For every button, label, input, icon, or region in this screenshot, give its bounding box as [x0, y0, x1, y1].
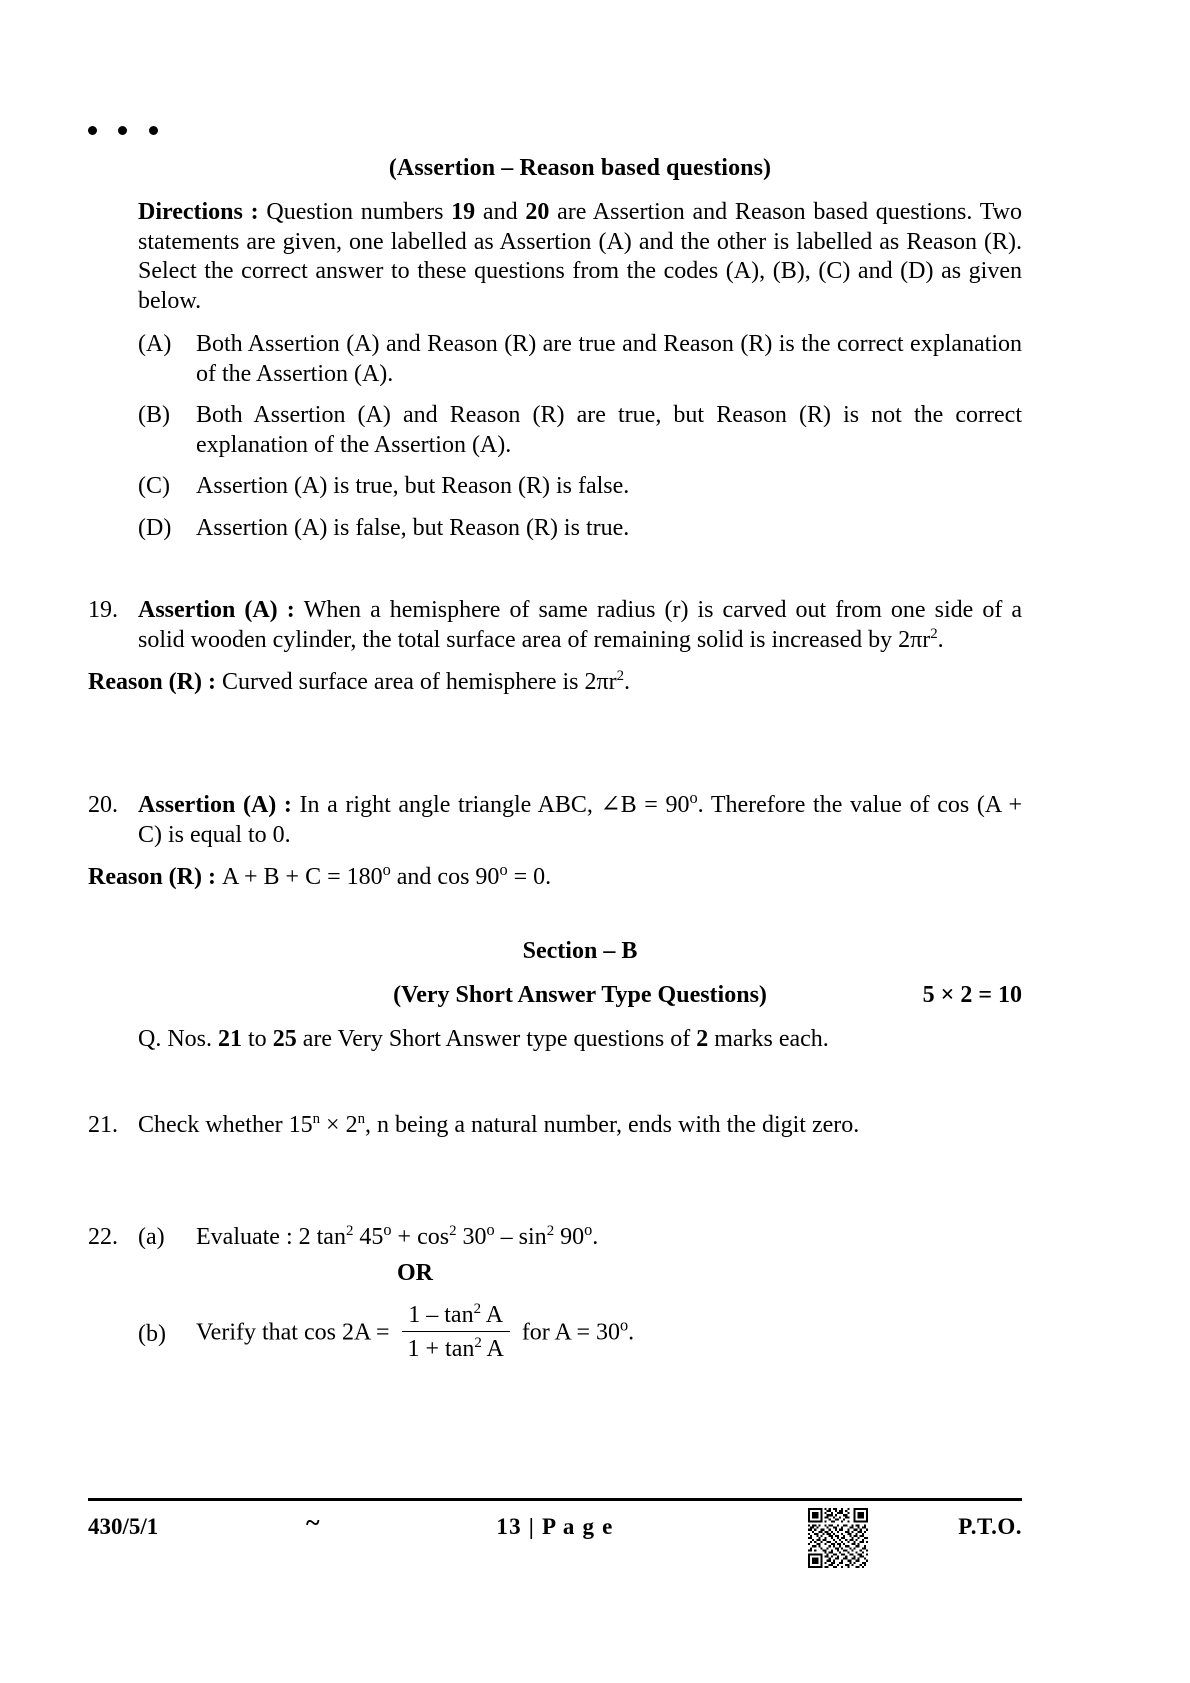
question-19-assertion — [138, 595, 1022, 655]
q22b-part-3: . — [628, 1319, 635, 1346]
bullet-dot-icon — [149, 126, 158, 135]
assertion-text: In a right angle triangle ABC, ∠B = 90 — [299, 792, 690, 818]
q21-part-2: × 2 — [320, 1112, 358, 1138]
q22a-part-6: 90 — [554, 1224, 585, 1250]
q22a-part-7: . — [592, 1224, 599, 1250]
assertion-label: Assertion (A) : — [138, 597, 304, 623]
fraction — [402, 1300, 510, 1364]
degree-symbol: o — [499, 860, 508, 879]
directions-label: Directions : — [138, 199, 267, 225]
numerator-tail: A — [481, 1302, 504, 1328]
list-item — [138, 514, 1022, 544]
option-label: (B) — [138, 402, 170, 428]
sub-question-text — [196, 1302, 1022, 1366]
degree-symbol: o — [486, 1220, 495, 1239]
qr-code-icon — [808, 1508, 868, 1568]
option-label: (D) — [138, 514, 172, 541]
reason-text-continued: and cos 90 — [390, 864, 500, 890]
sub-question-label: (b) — [138, 1321, 166, 1347]
reason-text: A + B + C = 180 — [221, 864, 383, 890]
denominator-text: 1 + tan — [407, 1336, 475, 1362]
directions-paragraph — [138, 198, 1022, 316]
question-number: 20. — [88, 792, 118, 818]
q21-exponent-1: n — [312, 1111, 321, 1127]
directions-text: Question numbers 19 and 20 are Assertion and Reason based questions. Two statements are given, one labelled as Assertion (A) and the other is labelled as Reason (R). Select the correct answer to these questions from the codes (A), (B), (C) and (D) as given below. — [138, 199, 1023, 314]
q22a-part-5: – sin — [494, 1224, 547, 1250]
degree-symbol: o — [382, 860, 391, 879]
question-19-reason — [88, 667, 1022, 697]
degree-symbol: o — [584, 1220, 593, 1239]
reason-label: Reason (R) : — [88, 669, 222, 695]
q21-exponent-2: n — [357, 1111, 366, 1127]
q22a-part-3: + cos — [391, 1224, 450, 1250]
q22a-part-1: Evaluate : 2 tan — [196, 1224, 346, 1250]
assertion-text: When a hemisphere of same radius (r) is carved out from one side of a solid wooden cylinder, the total surface area of remaining solid is increased by 2πr — [138, 597, 1023, 653]
page-footer — [88, 1508, 1022, 1588]
assertion-tail: . — [937, 627, 944, 653]
pto-label: P.T.O. — [958, 1514, 1022, 1539]
option-text: Both Assertion (A) and Reason (R) are true, but Reason (R) is not the correct explanation of the Assertion (A). — [196, 402, 1022, 458]
question-22 — [88, 1222, 1022, 1366]
section-b-title: Section – B — [522, 938, 638, 964]
or-separator: OR — [397, 1260, 433, 1286]
question-number: 21. — [88, 1112, 118, 1138]
answer-codes-list — [138, 330, 1022, 555]
section-b-subtitle-row — [138, 982, 1022, 1009]
sub-question-text — [196, 1222, 1022, 1252]
reason-label: Reason (R) : — [88, 864, 222, 890]
question-21 — [88, 1110, 1022, 1140]
reason-text: Curved surface area of hemisphere is 2πr — [221, 669, 617, 695]
assertion-exponent: 2 — [930, 626, 938, 642]
fraction-numerator — [402, 1300, 510, 1332]
q22a-exponent-2: 2 — [449, 1223, 457, 1239]
footer-divider — [88, 1498, 1022, 1501]
bullet-dots-decoration — [88, 122, 178, 140]
q22a-part-2: 45 — [353, 1224, 384, 1250]
degree-symbol: o — [620, 1315, 629, 1335]
assertion-label: Assertion (A) : — [138, 792, 300, 818]
question-19 — [88, 595, 1022, 697]
q22a-exponent-3: 2 — [546, 1223, 555, 1239]
list-item — [138, 330, 1022, 389]
degree-symbol: o — [689, 788, 698, 807]
question-number: 19. — [88, 597, 118, 623]
question-22-option-b — [138, 1302, 1022, 1366]
denominator-tail: A — [481, 1336, 504, 1362]
list-item — [138, 401, 1022, 460]
assertion-text-continued: . Therefore the value of cos (A + C) is equal to 0. — [138, 792, 1022, 848]
question-22-option-a — [138, 1222, 1022, 1252]
numerator-text: 1 – tan — [408, 1302, 474, 1328]
option-text: Assertion (A) is true, but Reason (R) is false. — [196, 473, 630, 499]
question-number: 22. — [88, 1224, 118, 1250]
option-text: Assertion (A) is false, but Reason (R) is true. — [196, 514, 630, 541]
section-b-subtitle: (Very Short Answer Type Questions) — [393, 982, 767, 1008]
q22a-exponent-1: 2 — [345, 1223, 354, 1239]
question-20-assertion — [138, 790, 1022, 850]
option-label: (C) — [138, 473, 170, 499]
section-b-instruction: Q. Nos. 21 to 25 are Very Short Answer type questions of 2 marks each. — [138, 1026, 829, 1052]
assertion-reason-heading: (Assertion – Reason based questions) — [388, 155, 772, 181]
bullet-dot-icon — [88, 126, 97, 135]
question-21-text — [138, 1110, 1022, 1140]
reason-tail: . — [624, 669, 631, 695]
option-text: Both Assertion (A) and Reason (R) are true and Reason (R) is the correct explanation of the Assertion (A). — [196, 331, 1022, 387]
q22b-part-1: Verify that cos 2A = — [196, 1319, 396, 1346]
reason-text-end: = 0. — [507, 864, 552, 890]
denominator-exponent: 2 — [474, 1335, 482, 1351]
tilde-mark: ~ — [306, 1508, 320, 1537]
q22a-part-4: 30 — [456, 1224, 487, 1250]
q21-part-3: , n being a natural number, ends with the digit zero. — [365, 1112, 860, 1138]
sub-question-label: (a) — [138, 1224, 165, 1250]
question-20 — [88, 790, 1022, 892]
q21-part-1: Check whether 15 — [138, 1112, 313, 1138]
list-item — [138, 472, 1022, 502]
question-20-reason — [88, 862, 1022, 892]
numerator-exponent: 2 — [473, 1301, 482, 1317]
option-label: (A) — [138, 331, 172, 357]
reason-exponent: 2 — [616, 668, 625, 684]
paper-code: 430/5/1 — [88, 1514, 159, 1539]
page-number: 13 | P a g e — [496, 1514, 614, 1539]
fraction-denominator — [402, 1332, 510, 1364]
bullet-dot-icon — [118, 126, 127, 135]
section-b-marks: 5 × 2 = 10 — [922, 982, 1022, 1008]
degree-symbol: o — [383, 1220, 392, 1239]
q22b-part-2: for A = 30 — [515, 1319, 621, 1346]
